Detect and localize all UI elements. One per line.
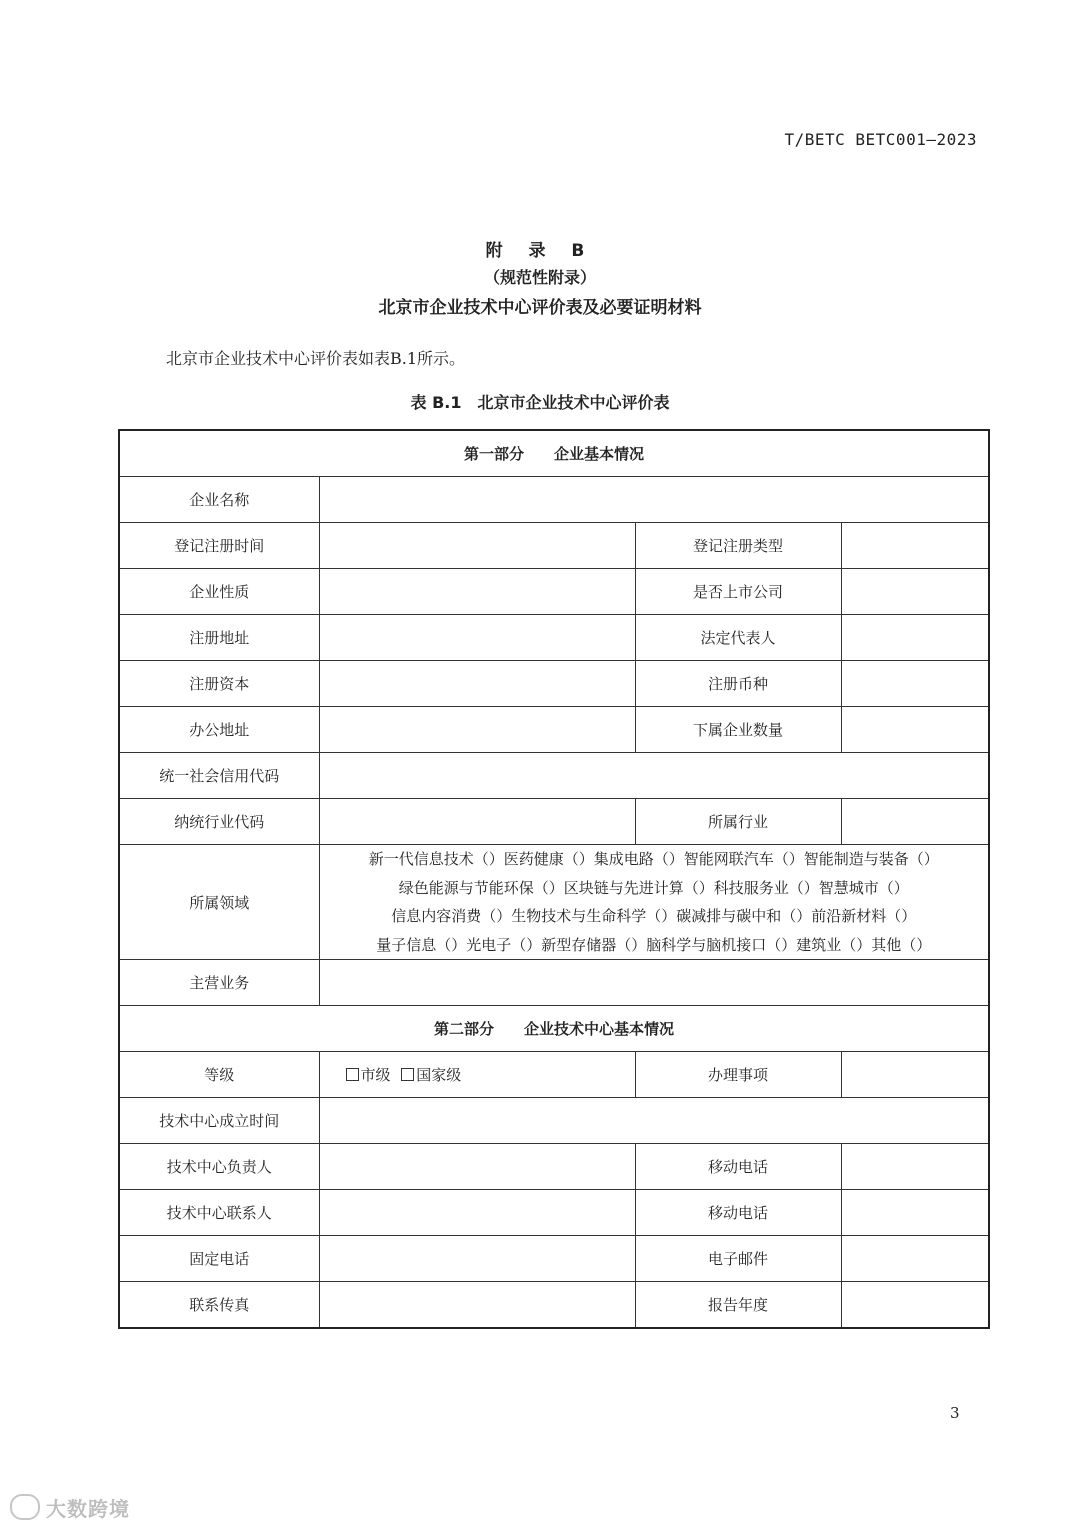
value-industry-code[interactable] bbox=[319, 799, 635, 845]
value-head[interactable] bbox=[319, 1144, 635, 1190]
label-industry-code: 纳统行业代码 bbox=[119, 799, 319, 845]
table-row bbox=[119, 430, 989, 477]
label-nature: 企业性质 bbox=[119, 569, 319, 615]
table-row bbox=[119, 615, 989, 661]
section-header-1: 第一部分 企业基本情况 bbox=[119, 430, 989, 477]
table-row bbox=[119, 845, 989, 960]
value-reg-time[interactable] bbox=[319, 523, 635, 569]
table-row bbox=[119, 661, 989, 707]
label-level: 等级 bbox=[119, 1052, 319, 1098]
level-national-label: 国家级 bbox=[416, 1066, 462, 1084]
value-established[interactable] bbox=[319, 1098, 989, 1144]
table-row bbox=[119, 960, 989, 1006]
label-established: 技术中心成立时间 bbox=[119, 1098, 319, 1144]
page-number: 3 bbox=[950, 1404, 960, 1422]
label-industry: 所属行业 bbox=[635, 799, 841, 845]
label-currency: 注册币种 bbox=[635, 661, 841, 707]
intro-text: 北京市企业技术中心评价表如表B.1所示。 bbox=[166, 349, 466, 368]
table-row bbox=[119, 1236, 989, 1282]
label-reg-capital: 注册资本 bbox=[119, 661, 319, 707]
value-industry[interactable] bbox=[841, 799, 989, 845]
label-head: 技术中心负责人 bbox=[119, 1144, 319, 1190]
value-matter[interactable] bbox=[841, 1052, 989, 1098]
value-contact[interactable] bbox=[319, 1190, 635, 1236]
table-row bbox=[119, 1282, 989, 1329]
value-mobile-1[interactable] bbox=[841, 1144, 989, 1190]
label-reg-address: 注册地址 bbox=[119, 615, 319, 661]
label-main-business: 主营业务 bbox=[119, 960, 319, 1006]
value-company-name[interactable] bbox=[319, 477, 989, 523]
appendix-label: 附 录 B bbox=[485, 241, 595, 261]
checkbox-city[interactable] bbox=[346, 1068, 359, 1081]
label-listed: 是否上市公司 bbox=[635, 569, 841, 615]
value-subsidiaries[interactable] bbox=[841, 707, 989, 753]
table-row bbox=[119, 1006, 989, 1052]
label-mobile-2: 移动电话 bbox=[635, 1190, 841, 1236]
value-main-business[interactable] bbox=[319, 960, 989, 1006]
value-phone[interactable] bbox=[319, 1236, 635, 1282]
value-fax[interactable] bbox=[319, 1282, 635, 1329]
evaluation-table bbox=[118, 429, 990, 1329]
field-options-line-2: 绿色能源与节能环保（）区块链与先进计算（）科技服务业（）智慧城市（） bbox=[398, 878, 909, 897]
appendix-title: 北京市企业技术中心评价表及必要证明材料 bbox=[378, 298, 702, 318]
table-caption: 表 B.1 北京市企业技术中心评价表 bbox=[410, 393, 670, 412]
table-row bbox=[119, 1098, 989, 1144]
value-mobile-2[interactable] bbox=[841, 1190, 989, 1236]
label-reg-time: 登记注册时间 bbox=[119, 523, 319, 569]
document-id: T/BETC BETC001—2023 bbox=[784, 130, 977, 149]
field-options-line-1: 新一代信息技术（）医药健康（）集成电路（）智能网联汽车（）智能制造与装备（） bbox=[368, 850, 939, 868]
label-office-address: 办公地址 bbox=[119, 707, 319, 753]
field-options-line-3: 信息内容消费（）生物技术与生命科学（）碳减排与碳中和（）前沿新材料（） bbox=[391, 907, 917, 925]
section-header-2: 第二部分 企业技术中心基本情况 bbox=[119, 1006, 989, 1052]
label-company-name: 企业名称 bbox=[119, 477, 319, 523]
label-report-year: 报告年度 bbox=[635, 1282, 841, 1329]
value-report-year[interactable] bbox=[841, 1282, 989, 1329]
logo-icon bbox=[10, 1494, 40, 1520]
table-row bbox=[119, 477, 989, 523]
checkbox-national[interactable] bbox=[401, 1068, 414, 1081]
table-row bbox=[119, 1144, 989, 1190]
label-reg-type: 登记注册类型 bbox=[635, 523, 841, 569]
table-row bbox=[119, 753, 989, 799]
value-office-address[interactable] bbox=[319, 707, 635, 753]
value-reg-type[interactable] bbox=[841, 523, 989, 569]
label-mobile-1: 移动电话 bbox=[635, 1144, 841, 1190]
field-options[interactable] bbox=[319, 845, 989, 960]
field-options-line-4: 量子信息（）光电子（）新型存储器（）脑科学与脑机接口（）建筑业（）其他（） bbox=[376, 935, 932, 954]
table-row bbox=[119, 707, 989, 753]
value-currency[interactable] bbox=[841, 661, 989, 707]
level-options bbox=[319, 1052, 635, 1098]
value-reg-capital[interactable] bbox=[319, 661, 635, 707]
value-legal-rep[interactable] bbox=[841, 615, 989, 661]
appendix-type: （规范性附录） bbox=[483, 268, 596, 287]
level-city-label: 市级 bbox=[360, 1066, 391, 1084]
label-legal-rep: 法定代表人 bbox=[635, 615, 841, 661]
table-row bbox=[119, 799, 989, 845]
table-row bbox=[119, 569, 989, 615]
value-email[interactable] bbox=[841, 1236, 989, 1282]
label-contact: 技术中心联系人 bbox=[119, 1190, 319, 1236]
watermark bbox=[10, 1493, 130, 1522]
table-row bbox=[119, 1052, 989, 1098]
table-row bbox=[119, 523, 989, 569]
label-email: 电子邮件 bbox=[635, 1236, 841, 1282]
label-subsidiaries: 下属企业数量 bbox=[635, 707, 841, 753]
label-credit-code: 统一社会信用代码 bbox=[119, 753, 319, 799]
table-row bbox=[119, 1190, 989, 1236]
value-reg-address[interactable] bbox=[319, 615, 635, 661]
watermark-text: 大数跨境 bbox=[46, 1497, 130, 1521]
label-phone: 固定电话 bbox=[119, 1236, 319, 1282]
label-matter: 办理事项 bbox=[635, 1052, 841, 1098]
value-nature[interactable] bbox=[319, 569, 635, 615]
label-fax: 联系传真 bbox=[119, 1282, 319, 1329]
value-credit-code[interactable] bbox=[319, 753, 989, 799]
value-listed[interactable] bbox=[841, 569, 989, 615]
label-field: 所属领域 bbox=[119, 845, 319, 960]
